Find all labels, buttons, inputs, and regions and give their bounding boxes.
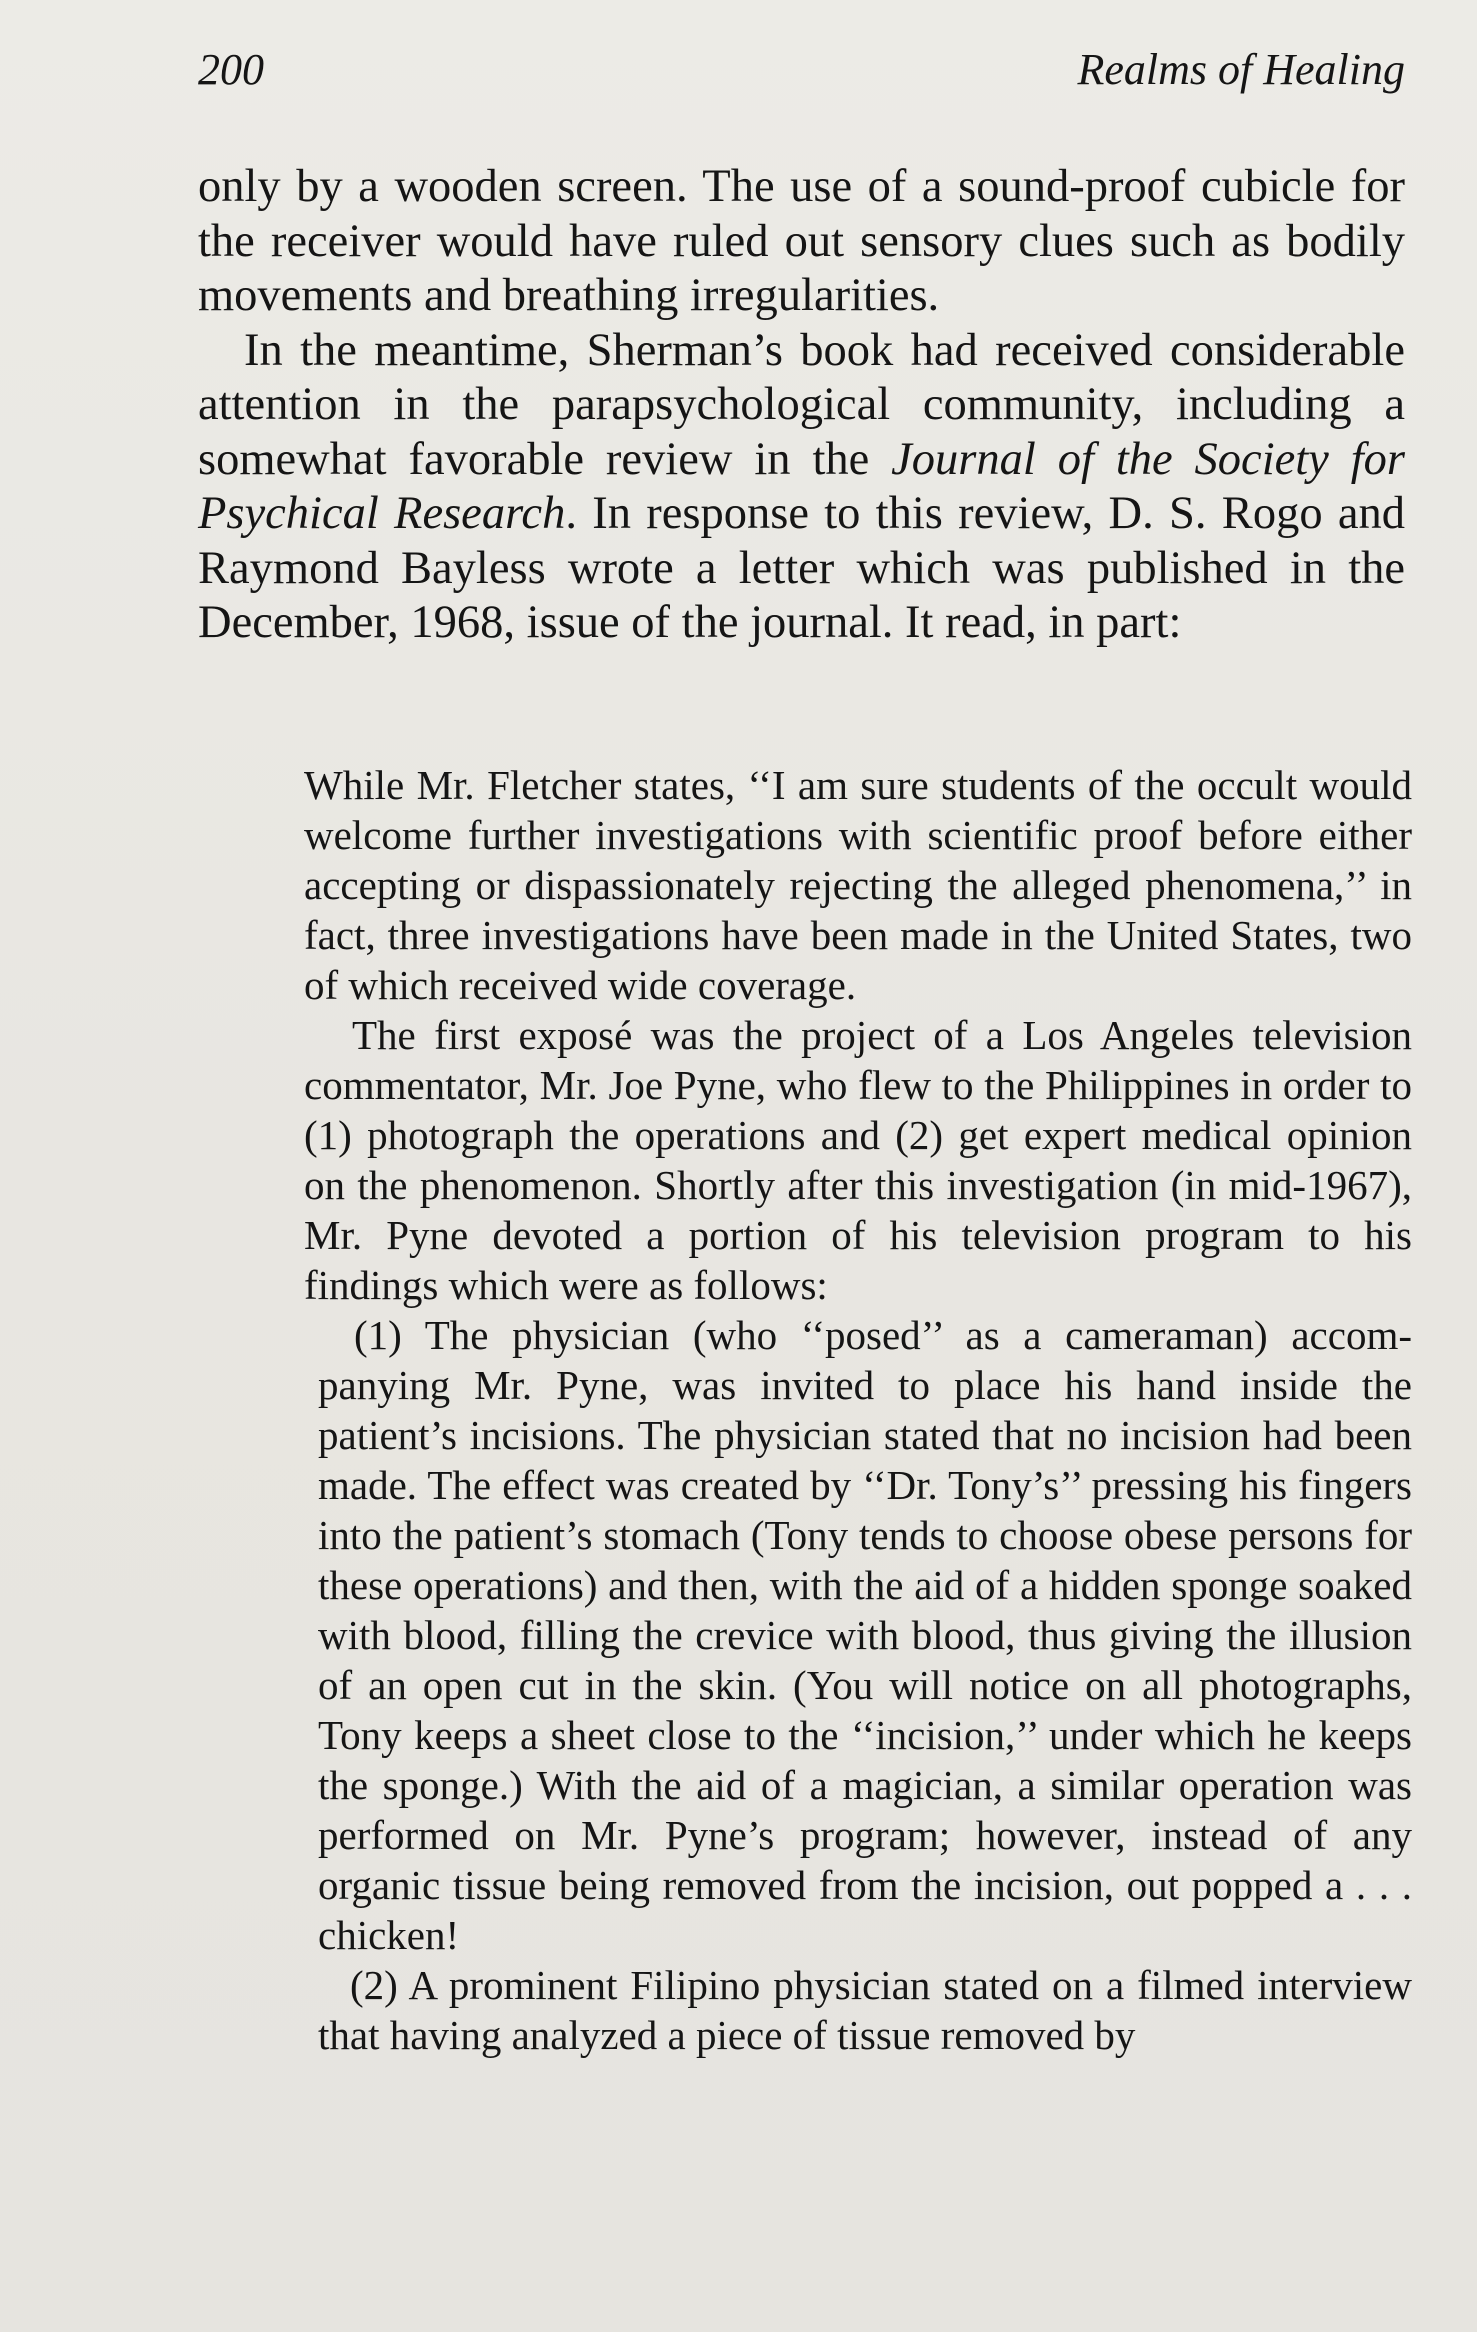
paragraph-continued: only by a wooden screen. The use of a sound-proof cubicle for the receiver would have ruled out sensory clues such as bodily movements and breathing irregularities. (198, 161, 1405, 321)
journal-title: Journal of the Society for Psychical Research (198, 433, 1405, 539)
quote-paragraph-point-1: (1) The physician (who ‘‘posed’’ as a cameraman) accompanying Mr. Pyne, was invited to place his hand inside the patient’s incisions. The physician stated that no incision had been made. The effect was created by ‘‘Dr. Tony’s’’ pressing his fingers into the patient’s stomach (Tony tends to choose obese persons for these operations) and then, with the aid of a hidden sponge soaked with blood, filling the crevice with blood, thus giving the illusion of an open cut in the skin. (You will notice on all photographs, Tony keeps a sheet close to the ‘‘incision,’’ under which he keeps the sponge.) With the aid of a magician, a similar operation was performed on Mr. Pyne’s program; however, instead of any organic tissue being removed from the incision, out popped a . . . chicken! (318, 1312, 1412, 1958)
paragraph-sherman-book (198, 324, 1405, 651)
quote-paragraph-fletcher: While Mr. Fletcher states, ‘‘I am sure students of the occult would welcome further investigations with scientific proof before either accepting or dispassionately rejecting the alleged phenomena,’’ in fact, three investigations have been made in the United States, two of which received wide coverage. (304, 762, 1412, 1008)
paragraph-text-before: In the meantime, Sherman’s book had received considerable attention in the parapsychological community, including a somewhat favorable review in the (198, 324, 1405, 485)
running-head: Realms of Healing (1077, 45, 1405, 94)
block-quote (304, 760, 1412, 2060)
page-number: 200 (198, 45, 264, 94)
quote-paragraph-first-expose: The first exposé was the project of a Los Angeles television commentator, Mr. Joe Pyne, who flew to the Philippines in order to (1) photograph the operations and (2) get expert medical opinion on the phenomenon. Shortly after this investigation (in mid-1967), Mr. Pyne devoted a portion of his television program to his findings which were as follows: (304, 1012, 1412, 1308)
page-header (198, 36, 1405, 106)
paragraph-text-after: . In response to this review, D. S. Rogo and Raymond Bayless wrote a letter which was published in the December, 1968, issue of the journal. It read, in part: (198, 488, 1405, 648)
main-text (198, 160, 1405, 651)
quote-paragraph-point-2: (2) A prominent Filipino physician stated on a filmed interview that having analyzed a piece of tissue removed by (318, 1962, 1412, 2058)
